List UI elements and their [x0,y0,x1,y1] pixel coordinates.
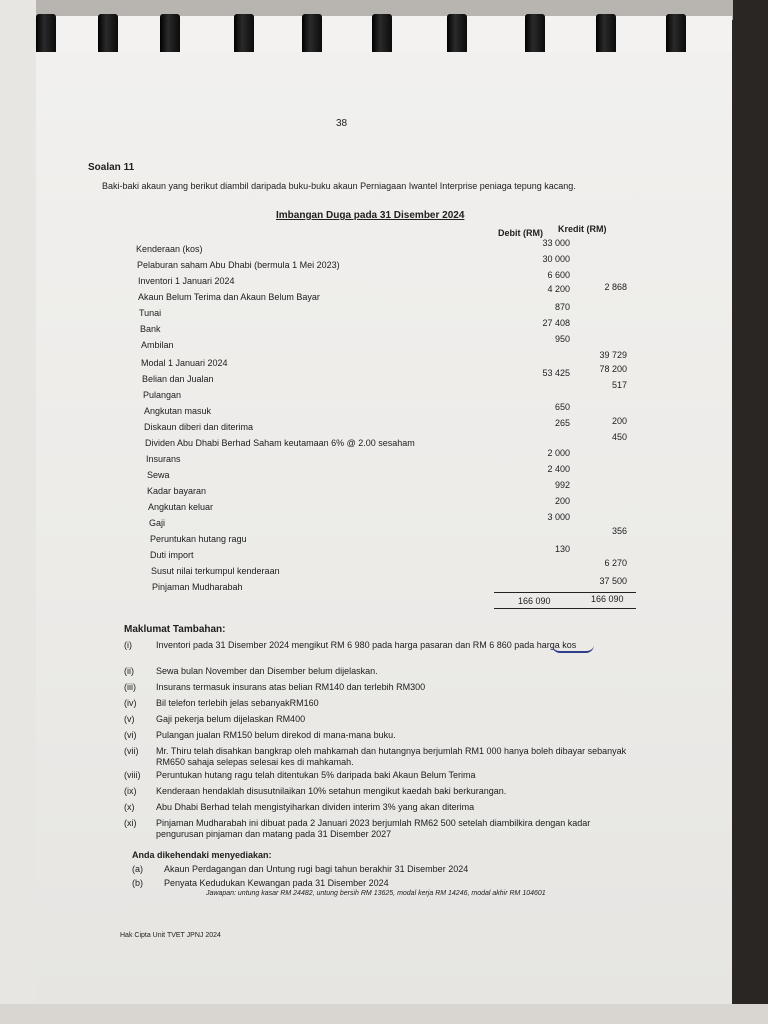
credit-amount: 6 270 [604,558,627,568]
item-text: Sewa bulan November dan Disember belum dijelaskan. [156,666,378,676]
tasks-heading: Anda dikehendaki menyediakan: [132,850,272,860]
item-text: Insurans termasuk insurans atas belian RM140 dan terlebih RM300 [156,682,426,692]
credit-amount: 450 [611,432,627,442]
account-name: Ambilan [141,340,174,350]
item-text: Pinjaman Mudharabah ini dibuat pada 2 Januari 2023 berjumlah RM62 500 setelah diambilkira dengan kadar pengurusan pinjaman dan matang pada 31 Disember 2027 [156,818,591,839]
item-number: (iii) [124,682,136,692]
account-name: Susut nilai terkumpul kenderaan [151,566,280,576]
task-number: (b) [132,878,143,888]
account-name: Modal 1 Januari 2024 [141,358,228,368]
account-name: Angkutan masuk [144,406,212,416]
item-number: (vi) [124,730,137,740]
account-name: Bank [140,324,161,334]
item-text: Abu Dhabi Berhad telah mengistyiharkan dividen interim 3% yang akan diterima [156,802,475,812]
debit-amount: 3 000 [547,512,570,522]
account-name: Tunai [139,308,162,318]
item-number: (v) [124,714,135,724]
debit-amount: 870 [554,302,570,312]
debit-amount: 200 [554,496,570,506]
trial-balance-title: Imbangan Duga pada 31 Disember 2024 [276,210,465,221]
account-name: Pulangan [143,390,182,400]
account-name: Pelaburan saham Abu Dhabi (bermula 1 Mei 2023) [137,260,340,270]
debit-amount: 33 000 [542,238,570,248]
question-intro: Baki-baki akaun yang berikut diambil daripada buku-buku akaun Perniagaan Iwantel Interprise peniaga tepung kacang. [102,181,576,191]
debit-amount: 6 600 [547,270,570,280]
credit-amount: 39 729 [599,350,627,360]
total-credit: 166 090 [591,594,624,604]
debit-amount: 992 [554,480,570,490]
item-text: Kenderaan hendaklah disusutnilaikan 10% setahun mengikut kaedah baki berkurangan. [156,786,507,796]
item-text: Gaji pekerja belum dijelaskan RM400 [156,714,306,724]
credit-amount: 2 868 [604,282,627,292]
item-number: (i) [124,640,132,650]
account-name: Kadar bayaran [147,486,207,496]
account-name: Sewa [147,470,170,480]
item-text: Peruntukan hutang ragu telah ditentukan 5% daripada baki Akaun Belum Terima [156,770,476,780]
item-number: (iv) [124,698,137,708]
account-name: Duti import [150,550,194,560]
credit-amount: 200 [611,416,627,426]
page-number: 38 [336,118,348,129]
task-number: (a) [132,864,143,874]
account-name: Insurans [146,454,181,464]
item-text: Mr. Thiru telah disahkan bangkrap oleh mahkamah dan hutangnya berjumlah RM1 000 hanya boleh dibayar sebanyak RM650 sahaja selepas selesai kes di mahkamah. [156,746,627,767]
task-text: Penyata Kedudukan Kewangan pada 31 Disember 2024 [164,878,389,888]
debit-amount: 950 [554,334,570,344]
additional-info-heading: Maklumat Tambahan: [124,624,226,635]
credit-amount: 517 [611,380,627,390]
account-name: Inventori 1 Januari 2024 [138,276,235,286]
total-debit: 166 090 [518,596,551,606]
document-page [36,52,732,1004]
item-text: Bil telefon terlebih jelas sebanyakRM160 [156,698,319,708]
copyright-note: Hak Cipta Unit TVET JPNJ 2024 [120,932,221,939]
credit-amount: 356 [611,526,627,536]
question-title: Soalan 11 [88,162,135,173]
account-name: Akaun Belum Terima dan Akaun Belum Bayar [138,292,320,302]
account-name: Dividen Abu Dhabi Berhad Saham keutamaan 6% @ 2.00 sesaham [145,438,415,448]
debit-amount: 53 425 [542,368,570,378]
answer-note: Jawapan: untung kasar RM 24482, untung bersih RM 13625, modal kerja RM 14246, modal akhir RM 104601 [206,890,546,897]
pen-underline [552,645,594,653]
debit-amount: 27 408 [542,318,570,328]
account-name: Belian dan Jualan [142,374,214,384]
debit-amount: 650 [554,402,570,412]
debit-amount: 2 400 [547,464,570,474]
credit-amount: 78 200 [599,364,627,374]
account-name: Angkutan keluar [148,502,214,512]
item-number: (xi) [124,818,137,828]
account-name: Kenderaan (kos) [136,244,203,254]
background-bottom [0,1004,768,1024]
total-top-rule [494,592,636,593]
item-text: Pulangan jualan RM150 belum direkod di mana-mana buku. [156,730,396,740]
item-number: (vii) [124,746,139,756]
background-right [733,0,768,1024]
debit-amount: 4 200 [547,284,570,294]
debit-column-header: Debit (RM) [498,228,543,238]
item-text: Inventori pada 31 Disember 2024 mengikut RM 6 980 pada harga pasaran dan RM 6 860 pada harga kos [156,640,577,650]
background-left [0,0,36,1024]
item-number: (x) [124,802,135,812]
item-number: (viii) [124,770,141,780]
account-name: Gaji [149,518,166,528]
credit-amount: 37 500 [599,576,627,586]
account-name: Pinjaman Mudharabah [152,582,243,592]
task-text: Akaun Perdagangan dan Untung rugi bagi tahun berakhir 31 Disember 2024 [164,864,469,874]
account-name: Peruntukan hutang ragu [150,534,247,544]
item-number: (ix) [124,786,137,796]
item-number: (ii) [124,666,134,676]
account-name: Diskaun diberi dan diterima [144,422,254,432]
debit-amount: 130 [554,544,570,554]
total-bottom-rule [494,608,636,609]
debit-amount: 2 000 [547,448,570,458]
debit-amount: 265 [554,418,570,428]
credit-column-header: Kredit (RM) [558,224,607,234]
debit-amount: 30 000 [542,254,570,264]
